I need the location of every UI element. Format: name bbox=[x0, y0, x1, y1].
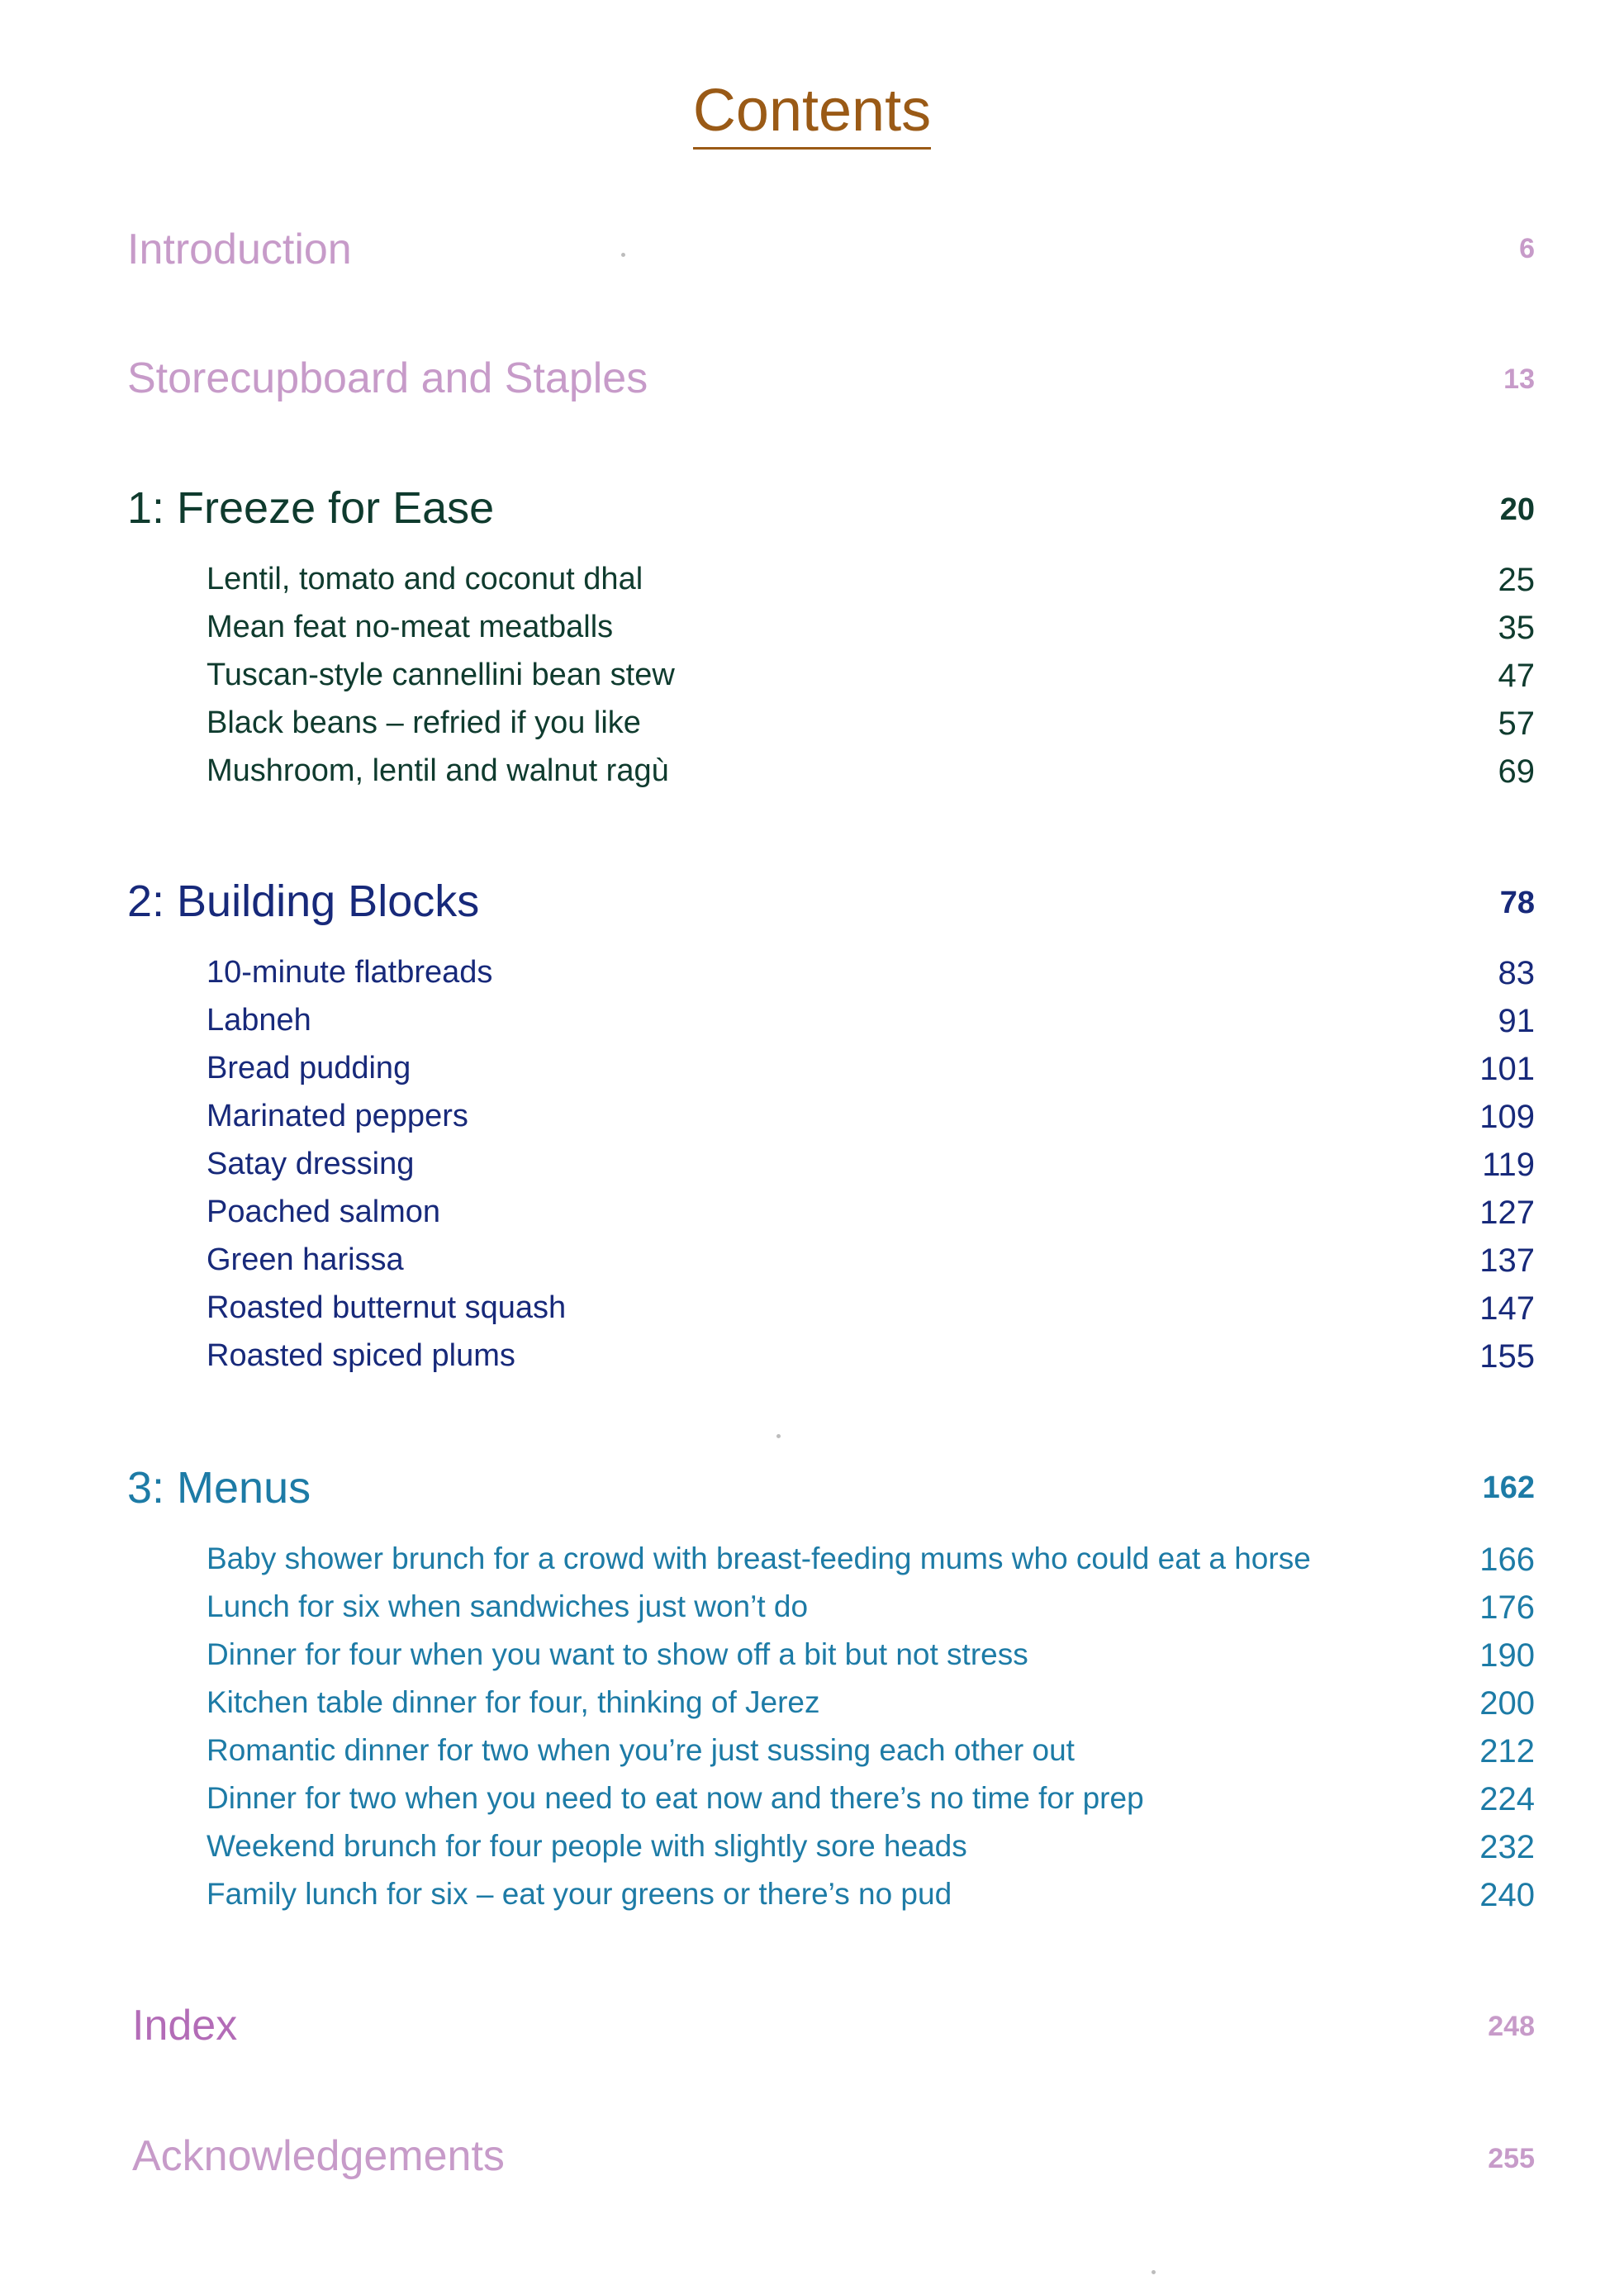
toc-item-page: 147 bbox=[1479, 1290, 1535, 1327]
toc-item[interactable] bbox=[0, 755, 1624, 803]
toc-item-label: Poached salmon bbox=[207, 1195, 441, 1229]
toc-item[interactable] bbox=[0, 1735, 1624, 1783]
toc-item-page: 83 bbox=[1498, 955, 1535, 991]
toc-entry-page: 255 bbox=[1488, 2143, 1535, 2174]
toc-item-page: 166 bbox=[1479, 1542, 1535, 1578]
toc-item-page: 176 bbox=[1479, 1589, 1535, 1626]
toc-item-page: 224 bbox=[1479, 1781, 1535, 1817]
toc-item[interactable] bbox=[0, 1148, 1624, 1196]
toc-entry-page: 13 bbox=[1503, 363, 1535, 395]
toc-item-page: 109 bbox=[1479, 1099, 1535, 1135]
scan-speck bbox=[1152, 2270, 1156, 2274]
toc-item-label: Kitchen table dinner for four, thinking of Jerez bbox=[207, 1685, 820, 1719]
toc-item-label: Green harissa bbox=[207, 1242, 404, 1277]
section-heading-page: 78 bbox=[1499, 886, 1535, 920]
section-heading-label: 1: Freeze for Ease bbox=[127, 483, 495, 533]
toc-item-page: 69 bbox=[1498, 753, 1535, 790]
toc-entry-label: Acknowledgements bbox=[132, 2132, 505, 2180]
toc-item-label: Marinated peppers bbox=[207, 1099, 468, 1133]
toc-item-page: 212 bbox=[1479, 1733, 1535, 1770]
section-heading-label: 3: Menus bbox=[127, 1463, 311, 1513]
toc-item-label: Family lunch for six – eat your greens or there’s no pud bbox=[207, 1877, 952, 1911]
toc-item-label: Lunch for six when sandwiches just won’t do bbox=[207, 1589, 809, 1623]
toc-item-label: Mean feat no-meat meatballs bbox=[207, 610, 614, 644]
toc-item-label: Baby shower brunch for a crowd with breast-feeding mums who could eat a horse bbox=[207, 1542, 1311, 1575]
toc-item-page: 190 bbox=[1479, 1637, 1535, 1674]
toc-item-label: Satay dressing bbox=[207, 1147, 415, 1181]
toc-item[interactable] bbox=[0, 611, 1624, 659]
toc-item[interactable] bbox=[0, 1591, 1624, 1639]
scan-speck bbox=[776, 1434, 781, 1438]
toc-entry-page: 6 bbox=[1519, 233, 1535, 264]
toc-item[interactable] bbox=[0, 1687, 1624, 1735]
toc-entry-label: Index bbox=[132, 2002, 238, 2050]
toc-entry-label: Introduction bbox=[127, 226, 352, 273]
toc-item-label: Labneh bbox=[207, 1003, 311, 1038]
toc-item[interactable] bbox=[0, 1831, 1624, 1879]
toc-item-page: 101 bbox=[1479, 1051, 1535, 1087]
toc-item[interactable] bbox=[0, 1005, 1624, 1052]
toc-item-label: Roasted butternut squash bbox=[207, 1290, 567, 1325]
section-heading-label: 2: Building Blocks bbox=[127, 876, 480, 926]
toc-item[interactable] bbox=[0, 1100, 1624, 1148]
section-heading-page: 162 bbox=[1482, 1470, 1535, 1505]
toc-item-page: 35 bbox=[1498, 610, 1535, 646]
toc-item-label: Roasted spiced plums bbox=[207, 1338, 515, 1373]
toc-item-label: Romantic dinner for two when you’re just sussing each other out bbox=[207, 1733, 1075, 1767]
toc-item[interactable] bbox=[0, 1879, 1624, 1926]
page-title-text: Contents bbox=[693, 78, 931, 150]
toc-item[interactable] bbox=[0, 1052, 1624, 1100]
toc-item-label: Weekend brunch for four people with slightly sore heads bbox=[207, 1829, 967, 1863]
toc-item[interactable] bbox=[0, 1196, 1624, 1244]
toc-item-label: 10-minute flatbreads bbox=[207, 955, 493, 990]
toc-item-page: 25 bbox=[1498, 562, 1535, 598]
toc-entry-page: 248 bbox=[1488, 2011, 1535, 2042]
toc-item-page: 240 bbox=[1479, 1877, 1535, 1913]
toc-item[interactable] bbox=[0, 957, 1624, 1005]
toc-item-page: 200 bbox=[1479, 1685, 1535, 1722]
toc-item[interactable] bbox=[0, 1292, 1624, 1340]
toc-item-page: 57 bbox=[1498, 705, 1535, 742]
toc-item-page: 137 bbox=[1479, 1242, 1535, 1279]
toc-item-label: Bread pudding bbox=[207, 1051, 411, 1085]
toc-item[interactable] bbox=[0, 707, 1624, 755]
toc-item-page: 47 bbox=[1498, 658, 1535, 694]
toc-item-label: Dinner for four when you want to show off a bit but not stress bbox=[207, 1637, 1028, 1671]
toc-item-label: Mushroom, lentil and walnut ragù bbox=[207, 753, 669, 788]
toc-item-label: Lentil, tomato and coconut dhal bbox=[207, 562, 643, 596]
scan-speck bbox=[621, 253, 625, 257]
toc-item[interactable] bbox=[0, 563, 1624, 611]
page-title bbox=[0, 78, 1624, 144]
toc-item[interactable] bbox=[0, 1244, 1624, 1292]
section-heading-page: 20 bbox=[1499, 492, 1535, 527]
toc-item[interactable] bbox=[0, 1543, 1624, 1591]
toc-item-label: Black beans – refried if you like bbox=[207, 705, 641, 740]
toc-item[interactable] bbox=[0, 1340, 1624, 1388]
toc-item-page: 119 bbox=[1482, 1147, 1535, 1183]
toc-item[interactable] bbox=[0, 1783, 1624, 1831]
toc-item[interactable] bbox=[0, 659, 1624, 707]
toc-item-page: 155 bbox=[1479, 1338, 1535, 1375]
toc-item-page: 232 bbox=[1479, 1829, 1535, 1865]
toc-entry-label: Storecupboard and Staples bbox=[127, 354, 648, 402]
toc-item-page: 127 bbox=[1479, 1195, 1535, 1231]
toc-item-label: Dinner for two when you need to eat now and there’s no time for prep bbox=[207, 1781, 1144, 1815]
toc-item-label: Tuscan-style cannellini bean stew bbox=[207, 658, 675, 692]
toc-item[interactable] bbox=[0, 1639, 1624, 1687]
toc-item-page: 91 bbox=[1498, 1003, 1535, 1039]
